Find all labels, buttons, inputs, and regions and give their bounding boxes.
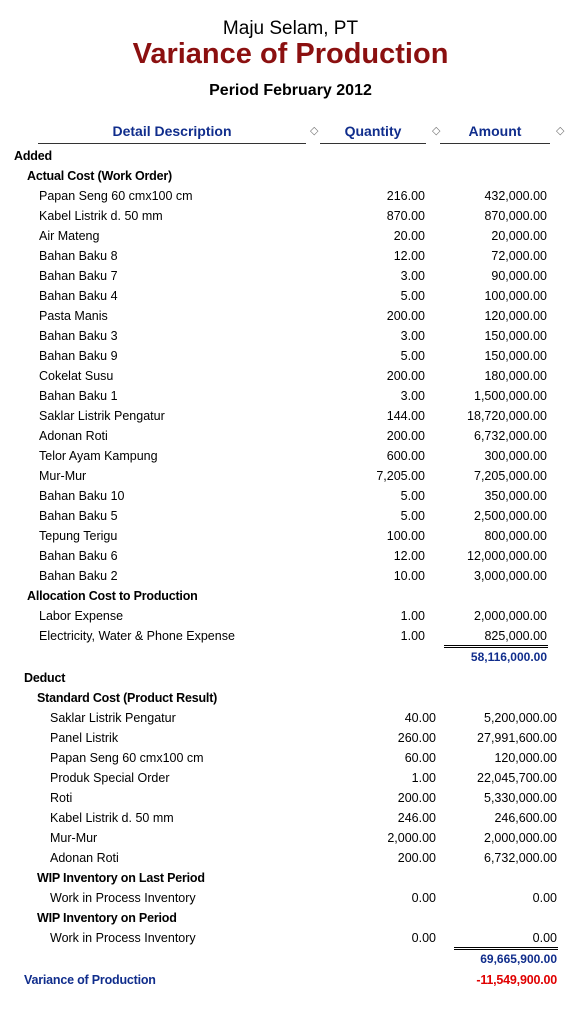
item-amount: 100,000.00 — [484, 289, 547, 303]
item-amount: 150,000.00 — [484, 349, 547, 363]
group-actual-cost — [0, 166, 581, 186]
report-line-item — [0, 808, 581, 828]
column-header-amount[interactable]: Amount — [440, 123, 550, 144]
item-name: Electricity, Water & Phone Expense — [39, 629, 235, 643]
item-quantity: 12.00 — [393, 249, 425, 263]
item-name: Telor Ayam Kampung — [39, 449, 158, 463]
item-quantity: 870.00 — [386, 209, 425, 223]
item-amount: 180,000.00 — [484, 369, 547, 383]
item-name: Bahan Baku 1 — [39, 389, 118, 403]
item-quantity: 5.00 — [400, 489, 425, 503]
report-line-item — [0, 286, 581, 306]
report-line-item — [0, 426, 581, 446]
item-quantity: 2,000.00 — [387, 831, 436, 845]
group-wip-last — [0, 868, 581, 888]
item-name: Roti — [50, 791, 73, 805]
item-amount: 7,205,000.00 — [474, 469, 547, 483]
added-total: 58,116,000.00 — [470, 650, 547, 664]
item-name: Bahan Baku 10 — [39, 489, 125, 503]
item-amount: 2,500,000.00 — [474, 509, 547, 523]
item-amount: 0.00 — [532, 931, 557, 945]
item-name: Work in Process Inventory — [50, 891, 196, 905]
report-line-item — [0, 306, 581, 326]
item-amount: 22,045,700.00 — [477, 771, 557, 785]
item-amount: 12,000,000.00 — [467, 549, 547, 563]
item-name: Bahan Baku 8 — [39, 249, 118, 263]
report-line-item — [0, 606, 581, 626]
sort-diamond-icon[interactable]: ◇ — [432, 125, 441, 137]
item-amount: 90,000.00 — [491, 269, 547, 283]
item-amount: 0.00 — [532, 891, 557, 905]
item-name: Kabel Listrik d. 50 mm — [39, 209, 163, 223]
section-added — [0, 146, 581, 166]
item-name: Work in Process Inventory — [50, 931, 196, 945]
report-line-item — [0, 928, 581, 948]
item-quantity: 216.00 — [386, 189, 425, 203]
item-quantity: 200.00 — [397, 851, 436, 865]
item-quantity: 12.00 — [393, 549, 425, 563]
report-line-item — [0, 346, 581, 366]
subtotal-rule — [454, 949, 558, 950]
item-quantity: 3.00 — [400, 389, 425, 403]
report-line-item — [0, 386, 581, 406]
item-quantity: 1.00 — [400, 629, 425, 643]
variance-amount: -11,549,900.00 — [476, 973, 557, 987]
item-amount: 120,000.00 — [494, 751, 557, 765]
item-quantity: 7,205.00 — [376, 469, 425, 483]
item-name: Bahan Baku 4 — [39, 289, 118, 303]
item-amount: 350,000.00 — [484, 489, 547, 503]
item-name: Mur-Mur — [39, 469, 87, 483]
item-name: Adonan Roti — [39, 429, 108, 443]
sort-diamond-icon[interactable]: ◇ — [310, 125, 319, 137]
column-header-quantity[interactable]: Quantity — [320, 123, 426, 144]
item-amount: 20,000.00 — [491, 229, 547, 243]
item-amount: 6,732,000.00 — [484, 851, 557, 865]
item-amount: 2,000,000.00 — [484, 831, 557, 845]
item-quantity: 5.00 — [400, 289, 425, 303]
item-name: Panel Listrik — [50, 731, 119, 745]
report-line-item — [0, 748, 581, 768]
item-quantity: 10.00 — [393, 569, 425, 583]
item-name: Papan Seng 60 cmx100 cm — [39, 189, 193, 203]
report-line-item — [0, 266, 581, 286]
report-line-item — [0, 186, 581, 206]
item-quantity: 0.00 — [411, 891, 436, 905]
item-amount: 5,330,000.00 — [484, 791, 557, 805]
report-line-item — [0, 246, 581, 266]
item-amount: 432,000.00 — [484, 189, 547, 203]
deduct-total: 69,665,900.00 — [480, 952, 557, 966]
report-line-item — [0, 788, 581, 808]
item-amount: 3,000,000.00 — [474, 569, 547, 583]
item-quantity: 260.00 — [397, 731, 436, 745]
group-wip-period — [0, 908, 581, 928]
item-name: Papan Seng 60 cmx100 cm — [50, 751, 204, 765]
report-line-item — [0, 406, 581, 426]
item-quantity: 246.00 — [397, 811, 436, 825]
item-amount: 800,000.00 — [484, 529, 547, 543]
item-quantity: 60.00 — [404, 751, 436, 765]
item-name: Produk Special Order — [50, 771, 170, 785]
item-quantity: 20.00 — [393, 229, 425, 243]
item-name: Bahan Baku 7 — [39, 269, 118, 283]
group-allocation-label: Allocation Cost to Production — [27, 589, 198, 603]
group-standard-cost — [0, 688, 581, 708]
item-name: Cokelat Susu — [39, 369, 114, 383]
item-quantity: 3.00 — [400, 329, 425, 343]
item-name: Labor Expense — [39, 609, 124, 623]
column-header-description[interactable]: Detail Description — [38, 123, 306, 144]
group-standard-cost-label: Standard Cost (Product Result) — [37, 691, 218, 705]
item-quantity: 200.00 — [397, 791, 436, 805]
report-line-item — [0, 526, 581, 546]
item-name: Air Mateng — [39, 229, 100, 243]
report-line-item — [0, 446, 581, 466]
report-line-item — [0, 486, 581, 506]
report-line-item — [0, 828, 581, 848]
item-amount: 870,000.00 — [484, 209, 547, 223]
item-amount: 2,000,000.00 — [474, 609, 547, 623]
item-name: Kabel Listrik d. 50 mm — [50, 811, 174, 825]
report-period: Period February 2012 — [209, 82, 372, 99]
item-quantity: 5.00 — [400, 349, 425, 363]
item-name: Tepung Terigu — [39, 529, 118, 543]
item-name: Saklar Listrik Pengatur — [50, 711, 176, 725]
report-line-item — [0, 768, 581, 788]
item-amount: 18,720,000.00 — [467, 409, 547, 423]
report-line-item — [0, 848, 581, 868]
subtotal-rule — [454, 947, 558, 948]
report-line-item — [0, 566, 581, 586]
subtotal-rule — [444, 645, 548, 646]
item-quantity: 200.00 — [386, 429, 425, 443]
item-amount: 5,200,000.00 — [484, 711, 557, 725]
group-wip-last-label: WIP Inventory on Last Period — [37, 871, 205, 885]
item-amount: 150,000.00 — [484, 329, 547, 343]
sort-diamond-icon[interactable]: ◇ — [556, 125, 565, 137]
item-amount: 1,500,000.00 — [474, 389, 547, 403]
item-name: Pasta Manis — [39, 309, 108, 323]
company-name: Maju Selam, PT — [222, 18, 359, 39]
item-amount: 246,600.00 — [494, 811, 557, 825]
report-line-item — [0, 206, 581, 226]
item-name: Bahan Baku 6 — [39, 549, 118, 563]
report-line-item — [0, 888, 581, 908]
item-amount: 120,000.00 — [484, 309, 547, 323]
report-line-item — [0, 708, 581, 728]
item-quantity: 5.00 — [400, 509, 425, 523]
item-name: Bahan Baku 3 — [39, 329, 118, 343]
report-line-item — [0, 626, 581, 646]
report-line-item — [0, 226, 581, 246]
report-line-item — [0, 728, 581, 748]
report-title: Variance of Production — [132, 38, 449, 70]
item-name: Saklar Listrik Pengatur — [39, 409, 165, 423]
item-name: Bahan Baku 5 — [39, 509, 118, 523]
item-name: Adonan Roti — [50, 851, 119, 865]
item-name: Bahan Baku 9 — [39, 349, 118, 363]
item-amount: 72,000.00 — [491, 249, 547, 263]
section-added-label: Added — [14, 149, 52, 163]
report-line-item — [0, 506, 581, 526]
section-deduct — [0, 668, 581, 688]
item-quantity: 200.00 — [386, 309, 425, 323]
report-line-item — [0, 366, 581, 386]
report-line-item — [0, 326, 581, 346]
item-quantity: 144.00 — [386, 409, 425, 423]
item-quantity: 200.00 — [386, 369, 425, 383]
item-name: Bahan Baku 2 — [39, 569, 118, 583]
group-allocation — [0, 586, 581, 606]
item-quantity: 100.00 — [386, 529, 425, 543]
item-quantity: 1.00 — [400, 609, 425, 623]
item-quantity: 40.00 — [404, 711, 436, 725]
item-amount: 300,000.00 — [484, 449, 547, 463]
item-amount: 27,991,600.00 — [477, 731, 557, 745]
item-quantity: 600.00 — [386, 449, 425, 463]
group-wip-period-label: WIP Inventory on Period — [37, 911, 177, 925]
report-line-item — [0, 546, 581, 566]
item-amount: 6,732,000.00 — [474, 429, 547, 443]
item-amount: 825,000.00 — [484, 629, 547, 643]
variance-row — [0, 970, 581, 990]
item-quantity: 0.00 — [411, 931, 436, 945]
variance-label: Variance of Production — [24, 973, 156, 987]
section-deduct-label: Deduct — [24, 671, 66, 685]
item-name: Mur-Mur — [50, 831, 98, 845]
item-quantity: 3.00 — [400, 269, 425, 283]
report-line-item — [0, 466, 581, 486]
group-actual-cost-label: Actual Cost (Work Order) — [27, 169, 172, 183]
item-quantity: 1.00 — [411, 771, 436, 785]
subtotal-rule — [444, 647, 548, 648]
